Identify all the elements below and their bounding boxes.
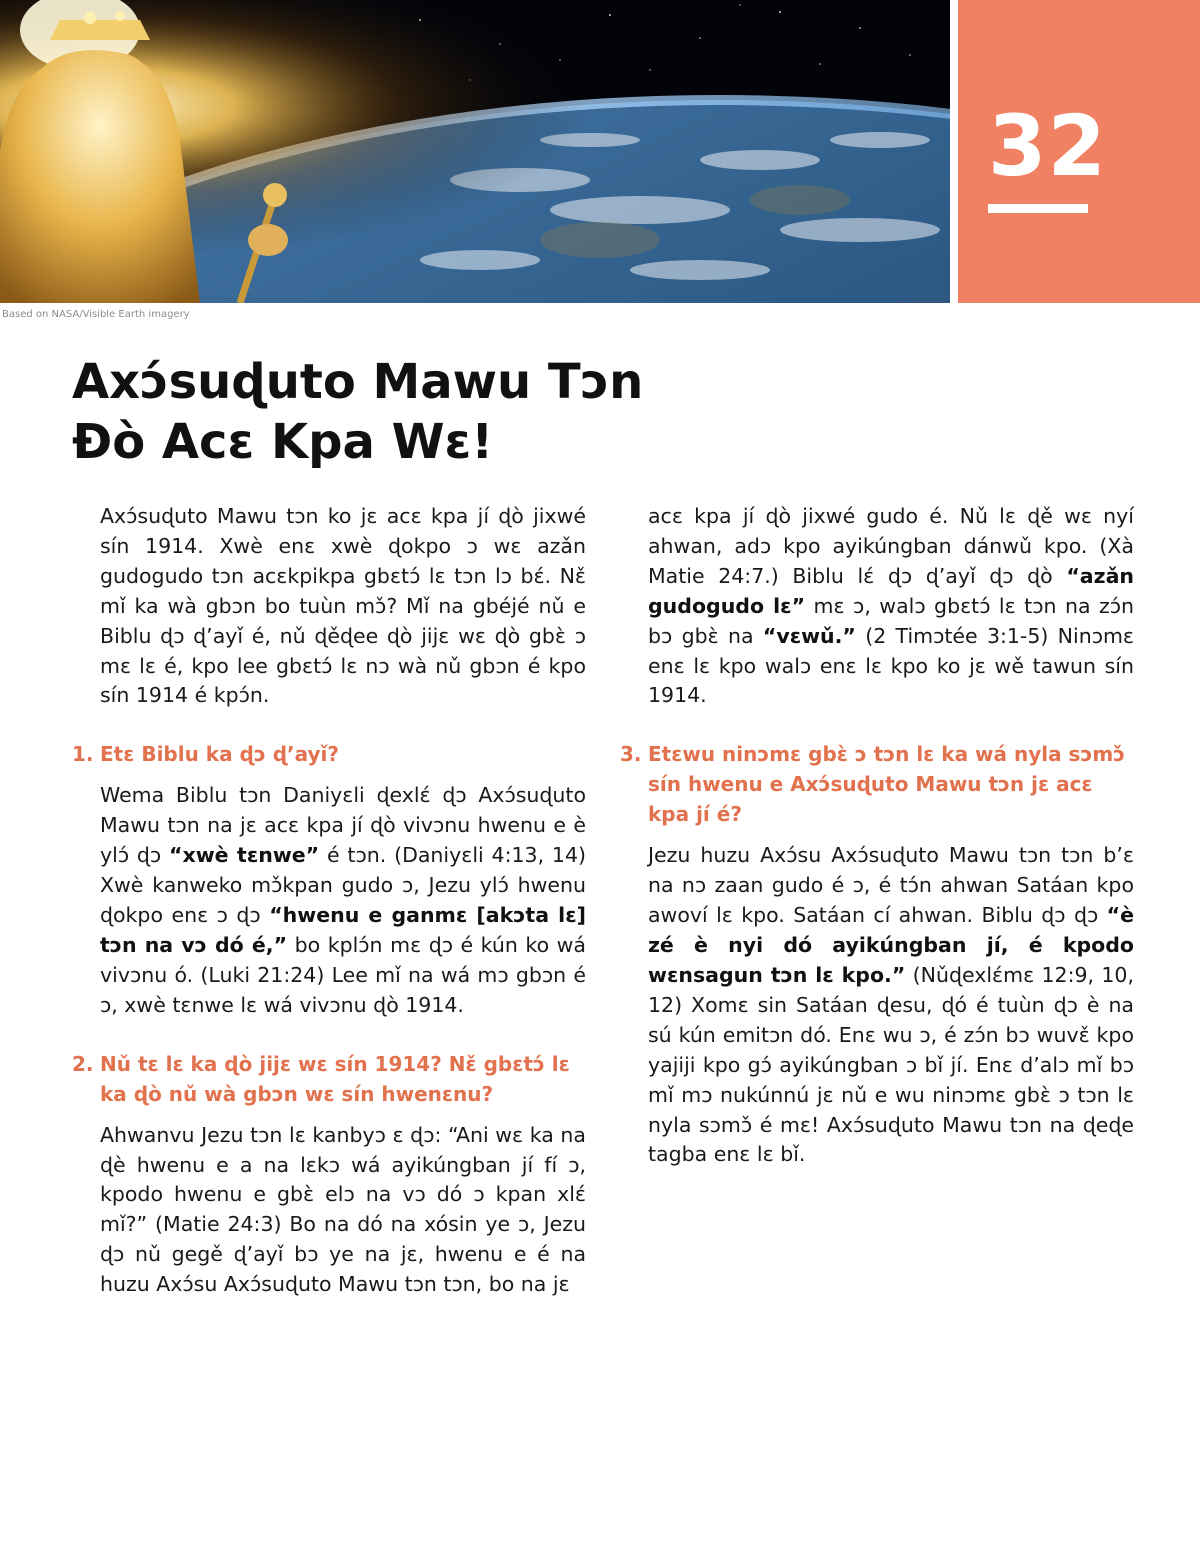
question-3-heading (620, 739, 1134, 829)
right-column (620, 502, 1134, 1198)
answer-text: bo kplɔ́n mɛ ɖɔ é kún ko wá vivɔnu ó. (Luki 21:24) Lee mǐ na wá mɔ gbɔn é ɔ, xwè tɛnwe lɛ wá vivɔnu ɖò 1914. (100, 932, 586, 1017)
question-3-text: Etɛwu ninɔmɛ gbɛ̀ ɔ tɔn lɛ ka wá nyla sɔmɔ̌ sín hwenu e Axɔ́suɖuto Mawu tɔn jɛ acɛ kpa jí é? (648, 742, 1126, 827)
answer-text: é tɔn. (Daniyɛli 4:13, 14) Xwè kanweko mɔ̌kpan gudo ɔ, Jezu ylɔ́ hwenu ɖokpo enɛ ɔ ɖɔ (100, 843, 587, 927)
answer-text: (Nǔɖexlɛ́mɛ 12:9, 10, 12) Xomɛ sin Satáan ɖesu, ɖó é tuùn ɖɔ è na sú kún emitɔn dó. Enɛ wu ɔ, é zɔ́n bɔ wuvɛ̌ kpo yajiji kpo gɔ́ ayikúngban ɔ bǐ jí. Enɛ d’alɔ mǐ bɔ mǐ mɔ nukúnnú jɛ nǔ e wu ninɔmɛ gbɛ̀ ɔ tɔn lɛ nyla sɔmɔ̌ é mɛ! Axɔ́suɖuto Mawu tɔn na ɖeɖe tagba enɛ lɛ bǐ. (648, 962, 1134, 1167)
image-credit: Based on NASA/Visible Earth imagery (2, 309, 190, 320)
lesson-number-box (958, 0, 1200, 303)
question-2-answer-continued (620, 502, 1134, 711)
answer-bold-quote: “xwè tɛnwe” (169, 843, 320, 868)
lesson-number: 32 (988, 97, 1107, 195)
lesson-number-underline (988, 204, 1088, 213)
question-1-number: 1. (72, 742, 94, 767)
question-2-heading (72, 1049, 586, 1109)
answer-bold-quote: “è zé è nyi dó ayikúngban jí, é kpodo wɛnsagun tɔn lɛ kpo.” (648, 903, 1134, 987)
question-3-answer (648, 841, 1134, 1170)
left-column (72, 502, 586, 1300)
question-2-answer-continued-text: acɛ kpa jí ɖò jixwé gudo é. Nǔ lɛ ɖě wɛ nyí ahwan, adɔ kpo ayikúngban dánwǔ kpo. (Xà Matie 24:7.) Biblu lɛ́ ɖɔ ɖ’ayǐ ɖɔ ɖò “azǎn gudogudo lɛ” mɛ ɔ, walɔ gbɛtɔ́ lɛ tɔn na zɔ́n bɔ gbɛ̀ na “vɛwǔ.” (2 Timɔtée 3:1-5) Ninɔmɛ enɛ lɛ kpo walɔ enɛ lɛ kpo ko jɛ wě tawun sín 1914. (648, 504, 1135, 708)
hero-image (0, 0, 950, 303)
question-1-answer (100, 781, 586, 1020)
earth-from-space-illustration (0, 0, 950, 303)
question-1-heading (72, 739, 586, 769)
intro-paragraph: Axɔ́suɖuto Mawu tɔn ko jɛ acɛ kpa jí ɖò jixwé sín 1914. Xwè enɛ xwè ɖokpo ɔ wɛ azǎn gudogudo tɔn acɛkpikpa gbɛtɔ́ lɛ tɔn lɔ bɛ́. Nɛ̌ mǐ ka wà gbɔn bo tuùn mɔ̌? Mǐ na gbéjé nǔ e Biblu ɖɔ ɖ’ayǐ é, nǔ ɖěɖee ɖò jijɛ wɛ ɖò gbɛ̀ ɔ mɛ lɛ é, kpo lee gbɛtɔ́ lɛ nɔ wà nǔ gbɔn é kpo sín 1914 é kpɔ́n. (100, 504, 586, 708)
question-2-answer: Ahwanvu Jezu tɔn lɛ kanbyɔ ɛ ɖɔ: “Ani wɛ ka na ɖè hwenu e a na lɛkɔ wá ayikúngban jí fí ɔ, kpodo hwenu e gbɛ̀ elɔ na vɔ dó ɔ kpan xlɛ́ mǐ?” (Matie 24:3) Bo na dó na xósin ye ɔ, Jezu ɖɔ nǔ gegě ɖ’ayǐ bɔ ye na jɛ, hwenu e é na huzu Axɔ́su Axɔ́suɖuto Mawu tɔn tɔn, bo na jɛ (100, 1122, 586, 1297)
title-line-1: Axɔ́suɖuto Mawu Tɔn (72, 354, 644, 410)
title-line-2: Ðò Acɛ Kpa Wɛ! (72, 414, 494, 470)
question-3-number: 3. (620, 742, 642, 767)
question-1-text: Etɛ Biblu ka ɖɔ ɖ’ayǐ? (100, 742, 340, 767)
answer-bold-quote: “hwenu e ganmɛ [akɔta lɛ] tɔn na vɔ dó é,” (100, 902, 586, 957)
page-title (72, 352, 643, 472)
answer-text: Wema Biblu tɔn Daniyɛli ɖexlɛ́ ɖɔ Axɔ́suɖuto Mawu tɔn na jɛ acɛ kpa jí ɖò vivɔnu hwenu e è ylɔ́ ɖɔ (100, 783, 586, 868)
question-2-text: Nǔ tɛ lɛ ka ɖò jijɛ wɛ sín 1914? Nɛ̌ gbɛtɔ́ lɛ ka ɖò nǔ wà gbɔn wɛ sín hwenɛnu? (100, 1051, 570, 1106)
question-2-number: 2. (72, 1051, 94, 1076)
answer-text: Jezu huzu Axɔ́su Axɔ́suɖuto Mawu tɔn tɔn b’ɛ na nɔ zaan gudo é ɔ, é tɔ́n ahwan Satáan kpo awoví lɛ kpo. Satáan cí ahwan. Biblu ɖɔ ɖɔ (648, 843, 1134, 928)
